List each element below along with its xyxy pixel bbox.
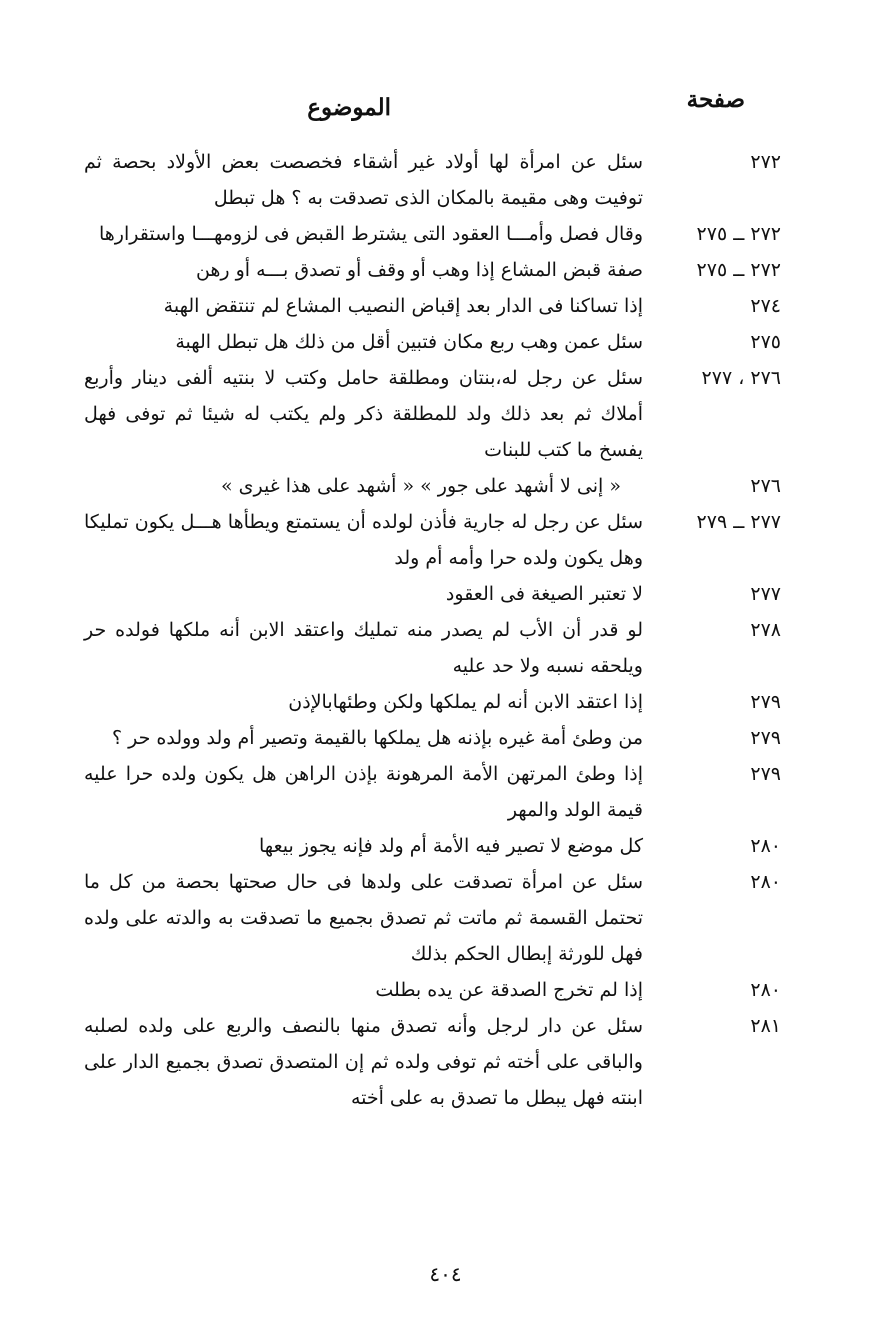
index-entry bbox=[0, 864, 891, 972]
topic-column-header: الموضوع bbox=[307, 94, 391, 121]
entry-topic: سئل عمن وهب ربع مكان فتبين أقل من ذلك هل تبطل الهبة bbox=[175, 331, 643, 353]
entry-page-ref: ٢٧٤ bbox=[750, 295, 781, 317]
index-entry bbox=[0, 216, 891, 252]
page-column-header: صفحة bbox=[686, 86, 745, 113]
entry-page-ref: ٢٨١ bbox=[750, 1015, 781, 1037]
index-entry bbox=[0, 288, 891, 324]
index-entry bbox=[0, 468, 891, 504]
index-entry bbox=[0, 1008, 891, 1116]
index-entry bbox=[0, 144, 891, 216]
entry-page-ref: ٢٧٩ bbox=[750, 727, 781, 749]
index-entry bbox=[0, 720, 891, 756]
entry-topic: سئل عن رجل له،بنتان ومطلقة حامل وكتب لا بنتيه ألفى دينار وأربع أملاك ثم بعد ذلك ولد للمطلقة ذكر ولم يكتب له شيئا ثم توفى فهل يفسخ ما كتب للبنات bbox=[84, 367, 643, 461]
index-entry bbox=[0, 324, 891, 360]
entry-topic: إذا وطئ المرتهن الأمة المرهونة بإذن الراهن هل يكون ولده حرا عليه قيمة الولد والمهر bbox=[84, 763, 643, 821]
entry-page-ref: ٢٧٨ bbox=[750, 619, 781, 641]
entry-page-ref: ٢٧٢ ــ ٢٧٥ bbox=[696, 259, 781, 281]
index-entry bbox=[0, 504, 891, 576]
page-number: ٤٠٤ bbox=[429, 1262, 462, 1286]
index-entry bbox=[0, 684, 891, 720]
entry-page-ref: ٢٧٧ bbox=[750, 583, 781, 605]
entry-topic: سئل عن دار لرجل وأنه تصدق منها بالنصف والربع على ولده لصلبه والباقى على أخته ثم توفى ولده ثم إن المتصدق تصدق بجميع الدار على ابنته فهل يبطل ما تصدق به على أخته bbox=[84, 1015, 643, 1109]
index-entry bbox=[0, 576, 891, 612]
index-entry bbox=[0, 612, 891, 684]
index-entries bbox=[0, 144, 891, 1116]
entry-page-ref: ٢٧٦ ، ٢٧٧ bbox=[701, 367, 781, 389]
entry-page-ref: ٢٧٩ bbox=[750, 691, 781, 713]
index-entry bbox=[0, 756, 891, 828]
entry-topic: من وطئ أمة غيره بإذنه هل يملكها بالقيمة وتصير أم ولد وولده حر ؟ bbox=[112, 727, 643, 749]
index-entry bbox=[0, 360, 891, 468]
entry-page-ref: ٢٨٠ bbox=[750, 835, 781, 857]
entry-topic: كل موضع لا تصير فيه الأمة أم ولد فإنه يجوز بيعها bbox=[259, 835, 643, 857]
entry-page-ref: ٢٧٢ bbox=[750, 151, 781, 173]
entry-topic: لا تعتبر الصيغة فى العقود bbox=[445, 583, 643, 605]
entry-topic: سئل عن امرأة تصدقت على ولدها فى حال صحتها بحصة من كل ما تحتمل القسمة ثم ماتت ثم تصدق بجميع ما تصدقت به والدته على ولده فهل للورثة إبطال الحكم بذلك bbox=[84, 871, 643, 965]
entry-topic: سئل عن امرأة لها أولاد غير أشقاء فخصصت بعض الأولاد بحصة ثم توفيت وهى مقيمة بالمكان الذى تصدقت به ؟ هل تبطل bbox=[84, 151, 643, 209]
entry-topic: « إنى لا أشهد على جور » « أشهد على هذا غيرى » bbox=[220, 475, 621, 497]
index-entry bbox=[0, 252, 891, 288]
entry-page-ref: ٢٨٠ bbox=[750, 871, 781, 893]
entry-topic: وقال فصل وأمـــا العقود التى يشترط القبض فى لزومهـــا واستقرارها bbox=[98, 223, 643, 245]
entry-topic: إذا لم تخرج الصدقة عن يده بطلت bbox=[375, 979, 643, 1001]
entry-page-ref: ٢٧٧ ــ ٢٧٩ bbox=[696, 511, 781, 533]
entry-page-ref: ٢٧٥ bbox=[750, 331, 781, 353]
entry-topic: سئل عن رجل له جارية فأذن لولده أن يستمتع ويطأها هـــل يكون تمليكا وهل يكون ولده حرا وأمه أم ولد bbox=[84, 511, 643, 569]
entry-topic: صفة قبض المشاع إذا وهب أو وقف أو تصدق بـــه أو رهن bbox=[195, 259, 643, 281]
entry-page-ref: ٢٧٦ bbox=[750, 475, 781, 497]
index-entry bbox=[0, 972, 891, 1008]
entry-topic: لو قدر أن الأب لم يصدر منه تمليك واعتقد الابن أنه ملكها فولده حر ويلحقه نسبه ولا حد عليه bbox=[84, 619, 643, 677]
entry-topic: إذا تساكنا فى الدار بعد إقباض النصيب المشاع لم تنتقض الهبة bbox=[163, 295, 643, 317]
entry-page-ref: ٢٧٢ ــ ٢٧٥ bbox=[696, 223, 781, 245]
index-entry bbox=[0, 828, 891, 864]
entry-page-ref: ٢٨٠ bbox=[750, 979, 781, 1001]
entry-topic: إذا اعتقد الابن أنه لم يملكها ولكن وطئهابالإذن bbox=[288, 691, 643, 713]
entry-page-ref: ٢٧٩ bbox=[750, 763, 781, 785]
